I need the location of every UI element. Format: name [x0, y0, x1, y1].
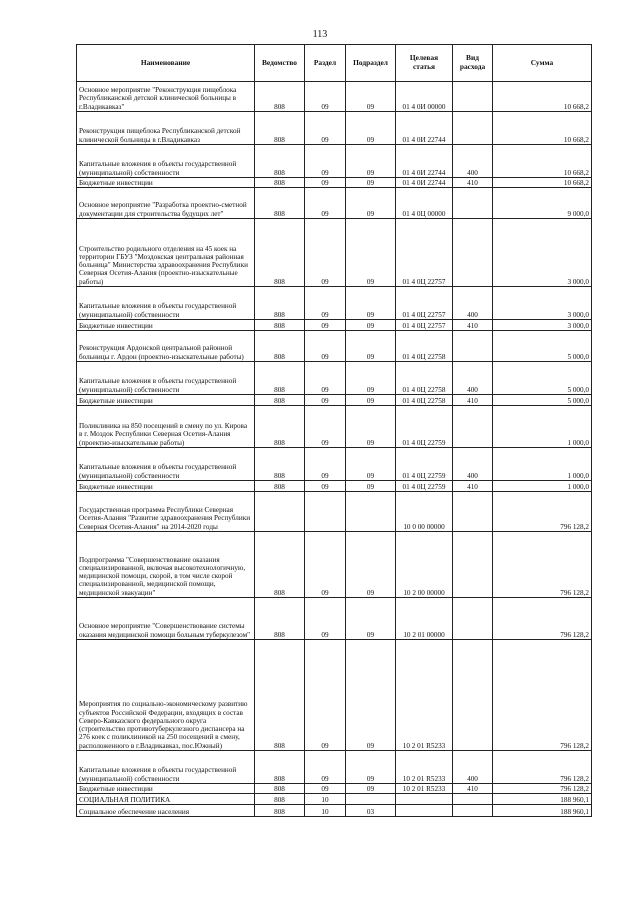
- row-podrazdel: 09: [346, 362, 396, 395]
- row-podrazdel: 09: [346, 331, 396, 362]
- row-vid: [453, 532, 493, 598]
- row-statya: [396, 805, 453, 817]
- row-name: Капитальные вложения в объекты государственной (муниципальной) собственности: [77, 751, 255, 784]
- row-summa: 796 128,2: [493, 532, 592, 598]
- row-razdel: 09: [305, 320, 346, 331]
- row-statya: 01 4 0Ц 22758: [396, 362, 453, 395]
- table-row: [77, 481, 592, 492]
- table-row: [77, 145, 592, 178]
- row-summa: 188 960,1: [493, 805, 592, 817]
- row-name: Капитальные вложения в объекты государственной (муниципальной) собственности: [77, 287, 255, 320]
- row-statya: 10 0 00 00000: [396, 492, 453, 532]
- row-summa: 10 668,2: [493, 145, 592, 178]
- row-razdel: 09: [305, 481, 346, 492]
- row-summa: 3 000,0: [493, 320, 592, 331]
- row-ved: 808: [255, 287, 305, 320]
- row-name: Основное мероприятие "Реконструкция пищеблока Республиканской детской клинической больницы в г.Владикавказ": [77, 82, 255, 112]
- row-summa: 796 128,2: [493, 784, 592, 794]
- row-vid: [453, 331, 493, 362]
- row-summa: 10 668,2: [493, 112, 592, 145]
- row-summa: 1 000,0: [493, 481, 592, 492]
- table-row: [77, 448, 592, 481]
- row-name: Социальное обеспечение населения: [77, 805, 255, 817]
- row-vid: [453, 640, 493, 751]
- row-name: Строительство родильного отделения на 45 коек на территории ГБУЗ "Моздокская центральная районная больница" Министерства здравоохранения Республики Северная Осетия-Алания (проектно-изыскательные работы): [77, 219, 255, 287]
- row-ved: 808: [255, 751, 305, 784]
- row-name: Бюджетные инвестиции: [77, 320, 255, 331]
- budget-table: [76, 44, 592, 817]
- table-row: [77, 532, 592, 598]
- page-number: 113: [312, 29, 328, 40]
- row-statya: 01 4 0Ц 22758: [396, 331, 453, 362]
- row-name: Основное мероприятие "Разработка проектно-сметной документации для строительства будущих лет": [77, 188, 255, 219]
- row-statya: 01 4 0Ц 22757: [396, 320, 453, 331]
- row-ved: 808: [255, 784, 305, 794]
- row-vid: [453, 219, 493, 287]
- row-razdel: 10: [305, 794, 346, 805]
- row-statya: [396, 794, 453, 805]
- header-statya: Целевая статья: [396, 45, 453, 82]
- row-razdel: [305, 492, 346, 532]
- row-razdel: 09: [305, 784, 346, 794]
- row-name: Бюджетные инвестиции: [77, 784, 255, 794]
- row-vid: 400: [453, 751, 493, 784]
- row-name: Бюджетные инвестиции: [77, 481, 255, 492]
- header-name: Наименование: [77, 45, 255, 82]
- row-podrazdel: 09: [346, 145, 396, 178]
- row-vid: [453, 406, 493, 448]
- table-row: [77, 784, 592, 794]
- row-podrazdel: 09: [346, 320, 396, 331]
- row-ved: 808: [255, 219, 305, 287]
- row-name: Капитальные вложения в объекты государственной (муниципальной) собственности: [77, 448, 255, 481]
- row-summa: 9 000,0: [493, 188, 592, 219]
- row-razdel: 10: [305, 805, 346, 817]
- row-razdel: 09: [305, 178, 346, 188]
- table-row: [77, 751, 592, 784]
- row-ved: 808: [255, 532, 305, 598]
- table-row: [77, 331, 592, 362]
- header-podrazdel: Подраздел: [346, 45, 396, 82]
- row-summa: 3 000,0: [493, 219, 592, 287]
- row-podrazdel: 03: [346, 805, 396, 817]
- row-statya: 01 4 0И 00000: [396, 82, 453, 112]
- row-ved: 808: [255, 82, 305, 112]
- row-summa: 5 000,0: [493, 395, 592, 406]
- row-ved: 808: [255, 112, 305, 145]
- row-podrazdel: [346, 492, 396, 532]
- row-ved: 808: [255, 598, 305, 640]
- row-vid: 400: [453, 448, 493, 481]
- table-row: [77, 219, 592, 287]
- row-ved: 808: [255, 145, 305, 178]
- row-name: Капитальные вложения в объекты государственной (муниципальной) собственности: [77, 362, 255, 395]
- row-razdel: 09: [305, 395, 346, 406]
- header-razdel: Раздел: [305, 45, 346, 82]
- row-statya: 01 4 0Ц 00000: [396, 188, 453, 219]
- row-summa: 5 000,0: [493, 331, 592, 362]
- row-razdel: 09: [305, 331, 346, 362]
- row-summa: 1 000,0: [493, 406, 592, 448]
- row-ved: [255, 492, 305, 532]
- row-statya: 01 4 0Ц 22759: [396, 448, 453, 481]
- row-vid: [453, 188, 493, 219]
- row-summa: 188 960,1: [493, 794, 592, 805]
- row-podrazdel: 09: [346, 112, 396, 145]
- row-statya: 01 4 0Ц 22758: [396, 395, 453, 406]
- row-name: Основное мероприятие "Совершенствование системы оказания медицинской помощи больным туберкулезом": [77, 598, 255, 640]
- row-name: Государственная программа Республики Северная Осетия-Алания "Развитие здравоохранения Республики Северная Осетия-Алания" на 2014-2020 годы: [77, 492, 255, 532]
- table-row: [77, 492, 592, 532]
- table-row: [77, 640, 592, 751]
- row-statya: 01 4 0И 22744: [396, 178, 453, 188]
- row-ved: 808: [255, 805, 305, 817]
- row-summa: 796 128,2: [493, 640, 592, 751]
- row-podrazdel: [346, 794, 396, 805]
- table-header-row: [77, 45, 592, 82]
- row-razdel: 09: [305, 448, 346, 481]
- row-podrazdel: 09: [346, 598, 396, 640]
- row-vid: 410: [453, 320, 493, 331]
- row-ved: 808: [255, 395, 305, 406]
- row-ved: 808: [255, 178, 305, 188]
- row-podrazdel: 09: [346, 287, 396, 320]
- table-row: [77, 794, 592, 805]
- row-name: Бюджетные инвестиции: [77, 395, 255, 406]
- row-vid: [453, 598, 493, 640]
- row-summa: 10 668,2: [493, 82, 592, 112]
- row-razdel: 09: [305, 406, 346, 448]
- row-statya: 01 4 0И 22744: [396, 145, 453, 178]
- row-vid: [453, 805, 493, 817]
- row-podrazdel: 09: [346, 640, 396, 751]
- row-ved: 808: [255, 481, 305, 492]
- row-podrazdel: 09: [346, 481, 396, 492]
- row-name: Капитальные вложения в объекты государственной (муниципальной) собственности: [77, 145, 255, 178]
- row-statya: 01 4 0Ц 22759: [396, 406, 453, 448]
- row-statya: 01 4 0Ц 22757: [396, 219, 453, 287]
- table-row: [77, 178, 592, 188]
- row-razdel: 09: [305, 598, 346, 640]
- row-podrazdel: 09: [346, 532, 396, 598]
- row-razdel: 09: [305, 145, 346, 178]
- row-razdel: 09: [305, 82, 346, 112]
- row-statya: 10 2 01 R5233: [396, 640, 453, 751]
- row-statya: 01 4 0Ц 22757: [396, 287, 453, 320]
- row-ved: 808: [255, 188, 305, 219]
- table-row: [77, 82, 592, 112]
- row-podrazdel: 09: [346, 751, 396, 784]
- row-name: Мероприятия по социально-экономическому развитию субъектов Российской Федерации, входящих в состав Северо-Кавказского федерального округа (строительство противотуберкулезного диспансера на 276 коек с поликлиникой на 250 посещений в смену, расположенного в г.Владикавказ, пос.Южный): [77, 640, 255, 751]
- row-summa: 5 000,0: [493, 362, 592, 395]
- row-vid: [453, 492, 493, 532]
- row-summa: 796 128,2: [493, 598, 592, 640]
- row-vid: 400: [453, 145, 493, 178]
- row-ved: 808: [255, 640, 305, 751]
- row-statya: 01 4 0Ц 22759: [396, 481, 453, 492]
- row-ved: 808: [255, 331, 305, 362]
- row-summa: 3 000,0: [493, 287, 592, 320]
- row-name: Реконструкция пищеблока Республиканской детской клинической больницы в г.Владикавказ: [77, 112, 255, 145]
- row-podrazdel: 09: [346, 188, 396, 219]
- header-summa: Сумма: [493, 45, 592, 82]
- row-razdel: 09: [305, 112, 346, 145]
- row-podrazdel: 09: [346, 178, 396, 188]
- row-statya: 10 2 01 00000: [396, 598, 453, 640]
- row-name: Подпрограмма "Совершенствование оказания специализированной, включая высокотехнологичную, медицинской помощи, скорой, в том числе скорой специализированной, медицинской помощи, медицинской эвакуации": [77, 532, 255, 598]
- row-vid: 410: [453, 481, 493, 492]
- header-ved: Ведомство: [255, 45, 305, 82]
- row-name: Реконструкция Ардонской центральной районной больницы г. Ардон (проектно-изыскательные работы): [77, 331, 255, 362]
- table-row: [77, 598, 592, 640]
- row-vid: [453, 82, 493, 112]
- row-razdel: 09: [305, 219, 346, 287]
- table-row: [77, 805, 592, 817]
- row-razdel: 09: [305, 188, 346, 219]
- row-ved: 808: [255, 362, 305, 395]
- row-podrazdel: 09: [346, 395, 396, 406]
- row-razdel: 09: [305, 751, 346, 784]
- row-name: Поликлиника на 850 посещений в смену по ул. Кирова в г. Моздок Республики Северная Осетия-Алания (проектно-изыскательные работы): [77, 406, 255, 448]
- table-row: [77, 287, 592, 320]
- table-row: [77, 320, 592, 331]
- row-vid: [453, 794, 493, 805]
- row-vid: 410: [453, 784, 493, 794]
- table-row: [77, 188, 592, 219]
- table-row: [77, 112, 592, 145]
- row-podrazdel: 09: [346, 219, 396, 287]
- row-statya: 10 2 01 R5233: [396, 751, 453, 784]
- row-ved: 808: [255, 406, 305, 448]
- row-razdel: 09: [305, 532, 346, 598]
- row-name: Бюджетные инвестиции: [77, 178, 255, 188]
- row-vid: 400: [453, 362, 493, 395]
- row-vid: 400: [453, 287, 493, 320]
- row-ved: 808: [255, 448, 305, 481]
- row-name: СОЦИАЛЬНАЯ ПОЛИТИКА: [77, 794, 255, 805]
- row-summa: 796 128,2: [493, 492, 592, 532]
- row-summa: 1 000,0: [493, 448, 592, 481]
- row-statya: 10 2 01 R5233: [396, 784, 453, 794]
- row-vid: 410: [453, 178, 493, 188]
- row-statya: 01 4 0И 22744: [396, 112, 453, 145]
- row-summa: 10 668,2: [493, 178, 592, 188]
- row-ved: 808: [255, 320, 305, 331]
- row-razdel: 09: [305, 287, 346, 320]
- row-razdel: 09: [305, 362, 346, 395]
- row-podrazdel: 09: [346, 784, 396, 794]
- table-row: [77, 395, 592, 406]
- row-podrazdel: 09: [346, 448, 396, 481]
- row-podrazdel: 09: [346, 82, 396, 112]
- row-razdel: 09: [305, 640, 346, 751]
- row-ved: 808: [255, 794, 305, 805]
- row-summa: 796 128,2: [493, 751, 592, 784]
- table-row: [77, 406, 592, 448]
- table-row: [77, 362, 592, 395]
- row-podrazdel: 09: [346, 406, 396, 448]
- row-vid: 410: [453, 395, 493, 406]
- row-statya: 10 2 00 00000: [396, 532, 453, 598]
- row-vid: [453, 112, 493, 145]
- header-vid: Вид расхода: [453, 45, 493, 82]
